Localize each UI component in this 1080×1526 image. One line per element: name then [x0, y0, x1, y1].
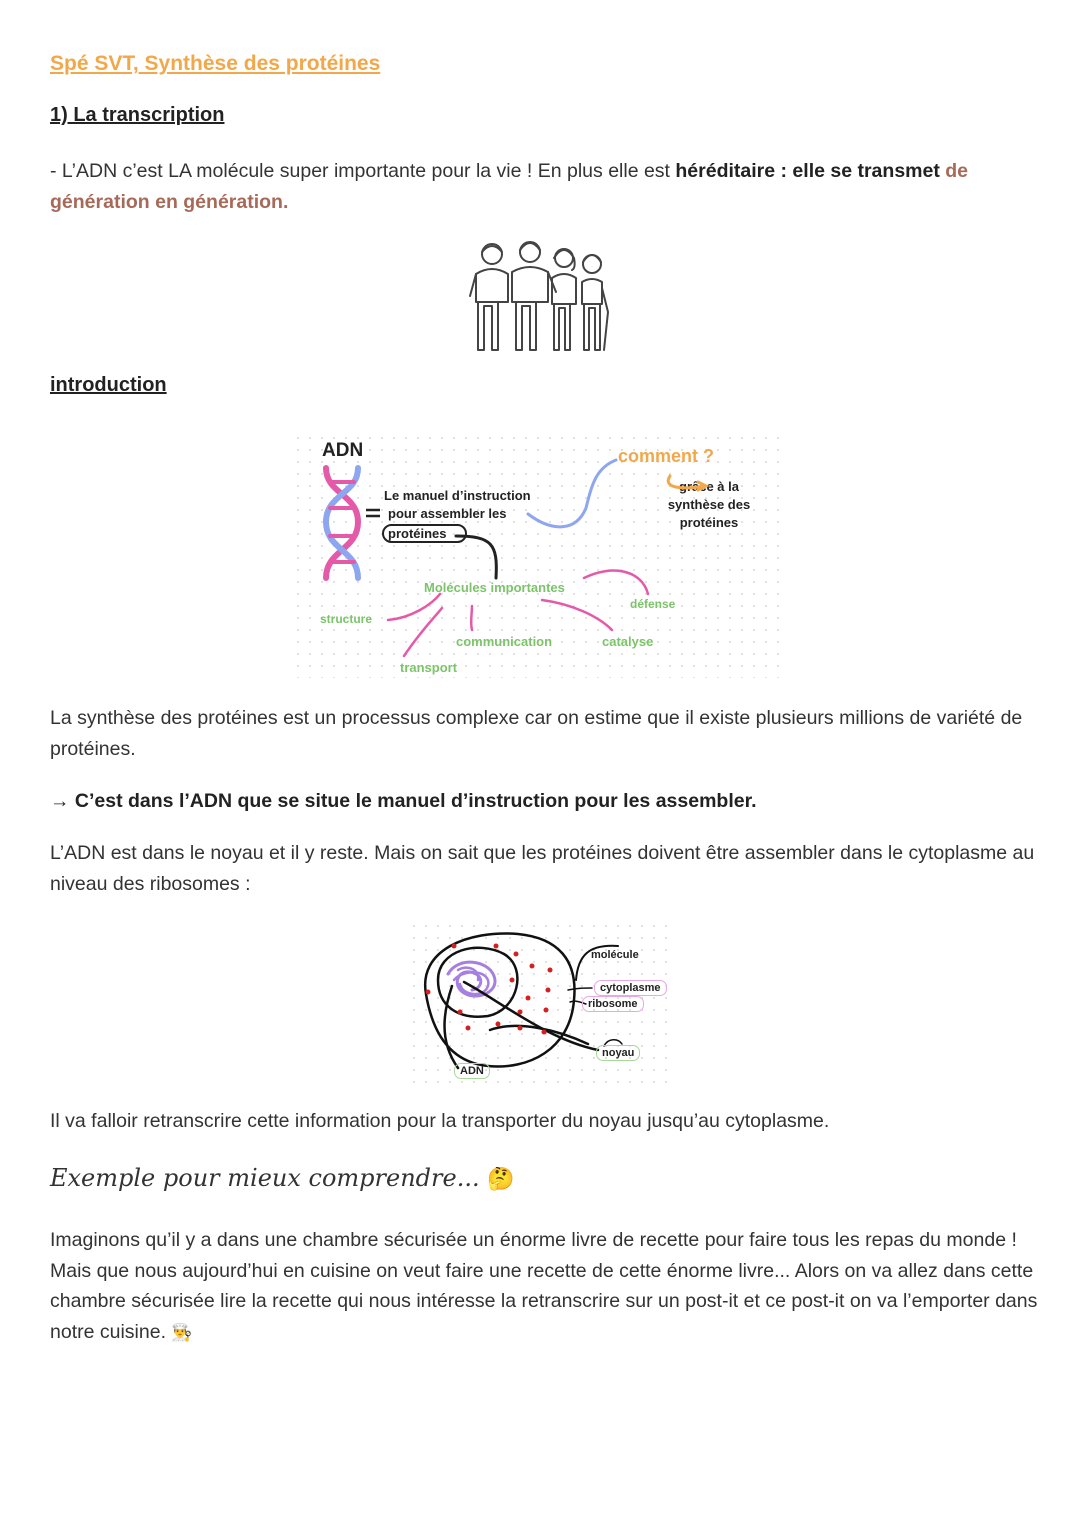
paragraph-example	[50, 1225, 1040, 1348]
mindmap-molecules-label: Molécules importantes	[424, 580, 565, 595]
mindmap-comment-label: comment ?	[618, 446, 715, 466]
paragraph-synthese: La synthèse des protéines est un processus complexe car on estime que il existe plusieurs millions de variété de protéines.	[50, 707, 1023, 760]
introduction-heading: introduction	[50, 374, 167, 396]
mindmap-manuel-line1: Le manuel d’instruction	[384, 488, 531, 503]
intro-text-part1: - L’ADN c’est LA molécule super importante pour la vie ! En plus elle est	[50, 160, 676, 182]
grace-line1: grâce à la	[679, 479, 739, 494]
cell-ribosome-label: ribosome	[582, 996, 644, 1012]
mindmap-structure-label: structure	[320, 612, 373, 626]
grace-line3: protéines	[679, 515, 739, 530]
thinking-emoji-icon: 🤔	[487, 1167, 515, 1192]
intro-text-bold: héréditaire : elle se transmet	[675, 160, 940, 182]
cell-molecule-label: molécule	[591, 949, 639, 961]
mindmap-defense-label: défense	[630, 597, 676, 611]
section-heading-transcription: 1) La transcription	[50, 104, 225, 126]
example-heading	[50, 1164, 515, 1192]
mindmap-catalyse-label: catalyse	[602, 634, 654, 649]
paragraph-manuel: → C’est dans l’ADN que se situe le manuel d’instruction pour les assembler.	[50, 790, 757, 812]
cell-diagram	[408, 920, 670, 1086]
mindmap-manuel-line2: pour assembler les	[388, 506, 507, 521]
paragraph-noyau: L’ADN est dans le noyau et il y reste. Mais on sait que les protéines doivent être assembler dans le cytoplasme au niveau des ribosomes :	[50, 842, 1035, 895]
mindmap-proteines-bubble: protéines	[382, 524, 467, 543]
example-heading-text: Exemple pour mieux comprendre...	[50, 1164, 480, 1192]
mindmap-adn-label: ADN	[322, 440, 364, 461]
cell-adn-label: ADN	[454, 1063, 490, 1079]
cell-cytoplasme-label: cytoplasme	[594, 980, 667, 996]
chef-emoji-icon: 👨‍🍳	[171, 1322, 193, 1342]
page-title: Spé SVT, Synthèse des protéines	[50, 52, 381, 75]
intro-text-part2: de génération en génération.	[50, 160, 969, 213]
mindmap-transport-label: transport	[400, 660, 458, 675]
mindmap-communication-label: communication	[456, 634, 553, 649]
example-text: Imaginons qu’il y a dans une chambre sécurisée un énorme livre de recette pour faire tous les repas du monde ! Mais que nous aujourd’hui en cuisine on veut faire une recette de cette énorme livre... Alors on va allez dans cette chambre sécurisée lire la recette qui nous intéresse la retranscrire sur un post-it et ce post-it on va l’emporter dans notre cuisine.	[50, 1229, 1038, 1343]
paragraph-retranscrire: Il va falloir retranscrire cette information pour la transporter du noyau jusqu’au cytoplasme.	[50, 1110, 830, 1132]
cell-noyau-label: noyau	[596, 1045, 640, 1061]
grace-line2: synthèse des	[667, 497, 751, 512]
family-generations-icon	[462, 238, 618, 356]
intro-paragraph	[50, 156, 1040, 217]
protein-mindmap	[292, 432, 786, 678]
mindmap-connectors	[292, 432, 786, 678]
